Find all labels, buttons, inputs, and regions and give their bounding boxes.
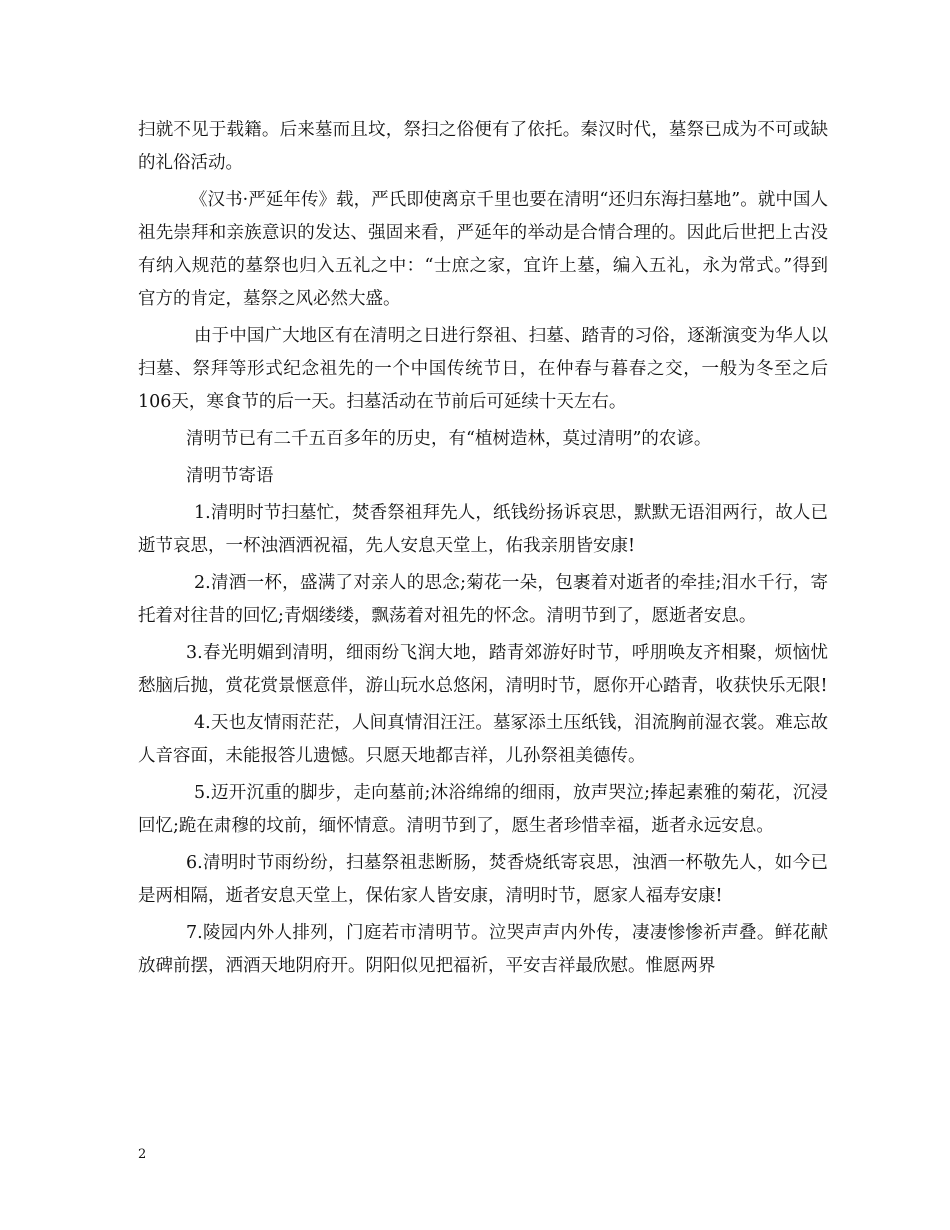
list-item-4: 4.天也友情雨茫茫，人间真情泪汪汪。墓冢添土压纸钱，泪流胸前湿衣裳。难忘故人音容面，未能报答儿遗憾。只愿天地都吉祥，儿孙祭祖美德传。 <box>138 713 828 766</box>
paragraph-4: 清明节已有二千五百多年的历史，有“植树造林，莫过清明”的农谚。 <box>186 429 712 449</box>
list-item-2: 2.清酒一杯，盛满了对亲人的思念;菊花一朵，包裹着对逝者的牵挂;泪水千行，寄托着对往昔的回忆;青烟缕缕，飘荡着对祖先的怀念。清明节到了，愿逝者安息。 <box>138 573 828 626</box>
paragraph-2: 《汉书·严延年传》载，严氏即使离京千里也要在清明“还归东海扫墓地”。就中国人祖先崇拜和亲族意识的发达、强固来看，严延年的举动是合情合理的。因此后世把上古没有纳入规范的墓祭也归入五礼之中：“士庶之家，宜许上墓，编入五礼，永为常式。”得到官方的肯定，墓祭之风必然大盛。 <box>138 190 828 309</box>
list-item-6: 6.清明时节雨纷纷，扫墓祭祖悲断肠，焚香烧纸寄哀思，浊酒一杯敬先人，如今已是两相隔，逝者安息天堂上，保佑家人皆安康，清明时节，愿家人福寿安康! <box>138 853 828 906</box>
document-body <box>138 114 828 987</box>
list-item-7: 7.陵园内外人排列，门庭若市清明节。泣哭声声内外传，凄凄惨惨祈声叠。鲜花献放碑前摆，洒酒天地阴府开。阴阳似见把福祈，平安吉祥最欣慰。惟愿两界 <box>138 923 828 976</box>
list-item-5: 5.迈开沉重的脚步，走向墓前;沐浴绵绵的细雨，放声哭泣;捧起素雅的菊花，沉浸回忆;跪在肃穆的坟前，缅怀情意。清明节到了，愿生者珍惜幸福，逝者永远安息。 <box>138 783 828 836</box>
list-item-3: 3.春光明媚到清明，细雨纷飞润大地，踏青郊游好时节，呼朋唤友齐相聚，烦恼忧愁脑后抛，赏花赏景惬意伴，游山玩水总悠闲，清明时节，愿你开心踏青，收获快乐无限! <box>138 643 828 696</box>
section-heading: 清明节寄语 <box>186 466 274 486</box>
page-number: 2 <box>138 1147 147 1162</box>
paragraph-1: 扫就不见于载籍。后来墓而且坟，祭扫之俗便有了依托。秦汉时代，墓祭已成为不可或缺的礼俗活动。 <box>138 120 828 173</box>
list-item-1: 1.清明时节扫墓忙，焚香祭祖拜先人，纸钱纷扬诉哀思，默默无语泪两行，故人已逝节哀思，一杯浊酒洒祝福，先人安息天堂上，佑我亲朋皆安康! <box>138 503 828 556</box>
paragraph-3: 由于中国广大地区有在清明之日进行祭祖、扫墓、踏青的习俗，逐渐演变为华人以扫墓、祭拜等形式纪念祖先的一个中国传统节日，在仲春与暮春之交，一般为冬至之后106天，寒食节的后一天。扫墓活动在节前后可延续十天左右。 <box>138 326 828 412</box>
